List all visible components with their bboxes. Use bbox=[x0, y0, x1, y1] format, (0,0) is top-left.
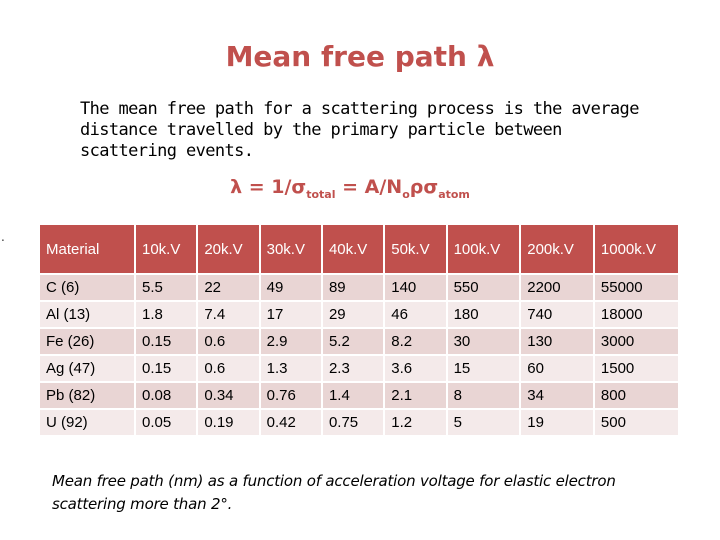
table-cell: 46 bbox=[385, 302, 445, 327]
mean-free-path-table bbox=[38, 223, 680, 437]
header-cell: 40k.V bbox=[323, 225, 383, 273]
table-cell: 0.08 bbox=[136, 383, 196, 408]
table-cell: 60 bbox=[521, 356, 593, 381]
table-cell: 3.6 bbox=[385, 356, 445, 381]
table-cell: 0.75 bbox=[323, 410, 383, 435]
table-cell: 0.34 bbox=[198, 383, 258, 408]
table-row bbox=[40, 356, 678, 381]
header-cell: 100k.V bbox=[448, 225, 520, 273]
formula-sub-atom: atom bbox=[438, 187, 470, 201]
header-cell: 200k.V bbox=[521, 225, 593, 273]
table-cell: 130 bbox=[521, 329, 593, 354]
table-cell: 8.2 bbox=[385, 329, 445, 354]
formula-sub-o: o bbox=[402, 187, 410, 201]
formula-sub-total: total bbox=[306, 187, 336, 201]
table-cell: 180 bbox=[448, 302, 520, 327]
header-cell: 20k.V bbox=[198, 225, 258, 273]
table-cell: 22 bbox=[198, 275, 258, 300]
table-cell: 55000 bbox=[595, 275, 678, 300]
table-cell: 0.19 bbox=[198, 410, 258, 435]
table-row bbox=[40, 302, 678, 327]
table-cell: 0.05 bbox=[136, 410, 196, 435]
table-cell: U (92) bbox=[40, 410, 134, 435]
table-cell: 2.9 bbox=[261, 329, 321, 354]
table-cell: 740 bbox=[521, 302, 593, 327]
table-cell: 2.1 bbox=[385, 383, 445, 408]
table-cell: 0.42 bbox=[261, 410, 321, 435]
table-cell: 49 bbox=[261, 275, 321, 300]
table-cell: 1.8 bbox=[136, 302, 196, 327]
table-cell: 17 bbox=[261, 302, 321, 327]
formula-mid: = A/N bbox=[335, 176, 403, 198]
table-cell: 0.6 bbox=[198, 356, 258, 381]
table-cell: C (6) bbox=[40, 275, 134, 300]
table-cell: 1.3 bbox=[261, 356, 321, 381]
table-cell: 30 bbox=[448, 329, 520, 354]
table-cell: 500 bbox=[595, 410, 678, 435]
table-cell: 0.6 bbox=[198, 329, 258, 354]
header-cell: 1000k.V bbox=[595, 225, 678, 273]
table-row bbox=[40, 275, 678, 300]
table-cell: 29 bbox=[323, 302, 383, 327]
table-cell: 1.2 bbox=[385, 410, 445, 435]
table-row bbox=[40, 383, 678, 408]
table-cell: 89 bbox=[323, 275, 383, 300]
table-cell: 800 bbox=[595, 383, 678, 408]
bullet-dot: . bbox=[1, 230, 5, 244]
table-cell: 5.5 bbox=[136, 275, 196, 300]
formula bbox=[0, 176, 700, 201]
header-cell: 30k.V bbox=[261, 225, 321, 273]
table-cell: Al (13) bbox=[40, 302, 134, 327]
table-cell: 5 bbox=[448, 410, 520, 435]
table-cell: 0.15 bbox=[136, 356, 196, 381]
table-cell: 1.4 bbox=[323, 383, 383, 408]
table-row bbox=[40, 410, 678, 435]
intro-paragraph: The mean free path for a scattering process is the average distance travelled by the primary particle between scattering events. bbox=[80, 99, 639, 161]
slide-title: Mean free path λ bbox=[225, 40, 495, 73]
header-cell: 50k.V bbox=[385, 225, 445, 273]
header-cell: 10k.V bbox=[136, 225, 196, 273]
table-cell: 19 bbox=[521, 410, 593, 435]
formula-lhs: λ = 1/σ bbox=[230, 176, 307, 198]
table-cell: 18000 bbox=[595, 302, 678, 327]
table-cell: 140 bbox=[385, 275, 445, 300]
table-cell: 8 bbox=[448, 383, 520, 408]
table-cell: Ag (47) bbox=[40, 356, 134, 381]
table-cell: 34 bbox=[521, 383, 593, 408]
table-cell: 550 bbox=[448, 275, 520, 300]
header-cell: Material bbox=[40, 225, 134, 273]
table-row bbox=[40, 329, 678, 354]
table-cell: 3000 bbox=[595, 329, 678, 354]
table-header-row bbox=[40, 225, 678, 273]
table-caption: Mean free path (nm) as a function of acceleration voltage for elastic electron scattering more than 2°. bbox=[52, 472, 616, 513]
table-cell: Fe (26) bbox=[40, 329, 134, 354]
table-cell: 15 bbox=[448, 356, 520, 381]
table-cell: 0.15 bbox=[136, 329, 196, 354]
table-cell: 0.76 bbox=[261, 383, 321, 408]
table-cell: 2.3 bbox=[323, 356, 383, 381]
table-cell: 5.2 bbox=[323, 329, 383, 354]
table-cell: 7.4 bbox=[198, 302, 258, 327]
table-cell: 1500 bbox=[595, 356, 678, 381]
table-cell: Pb (82) bbox=[40, 383, 134, 408]
table-cell: 2200 bbox=[521, 275, 593, 300]
formula-end: ρσ bbox=[409, 176, 439, 198]
